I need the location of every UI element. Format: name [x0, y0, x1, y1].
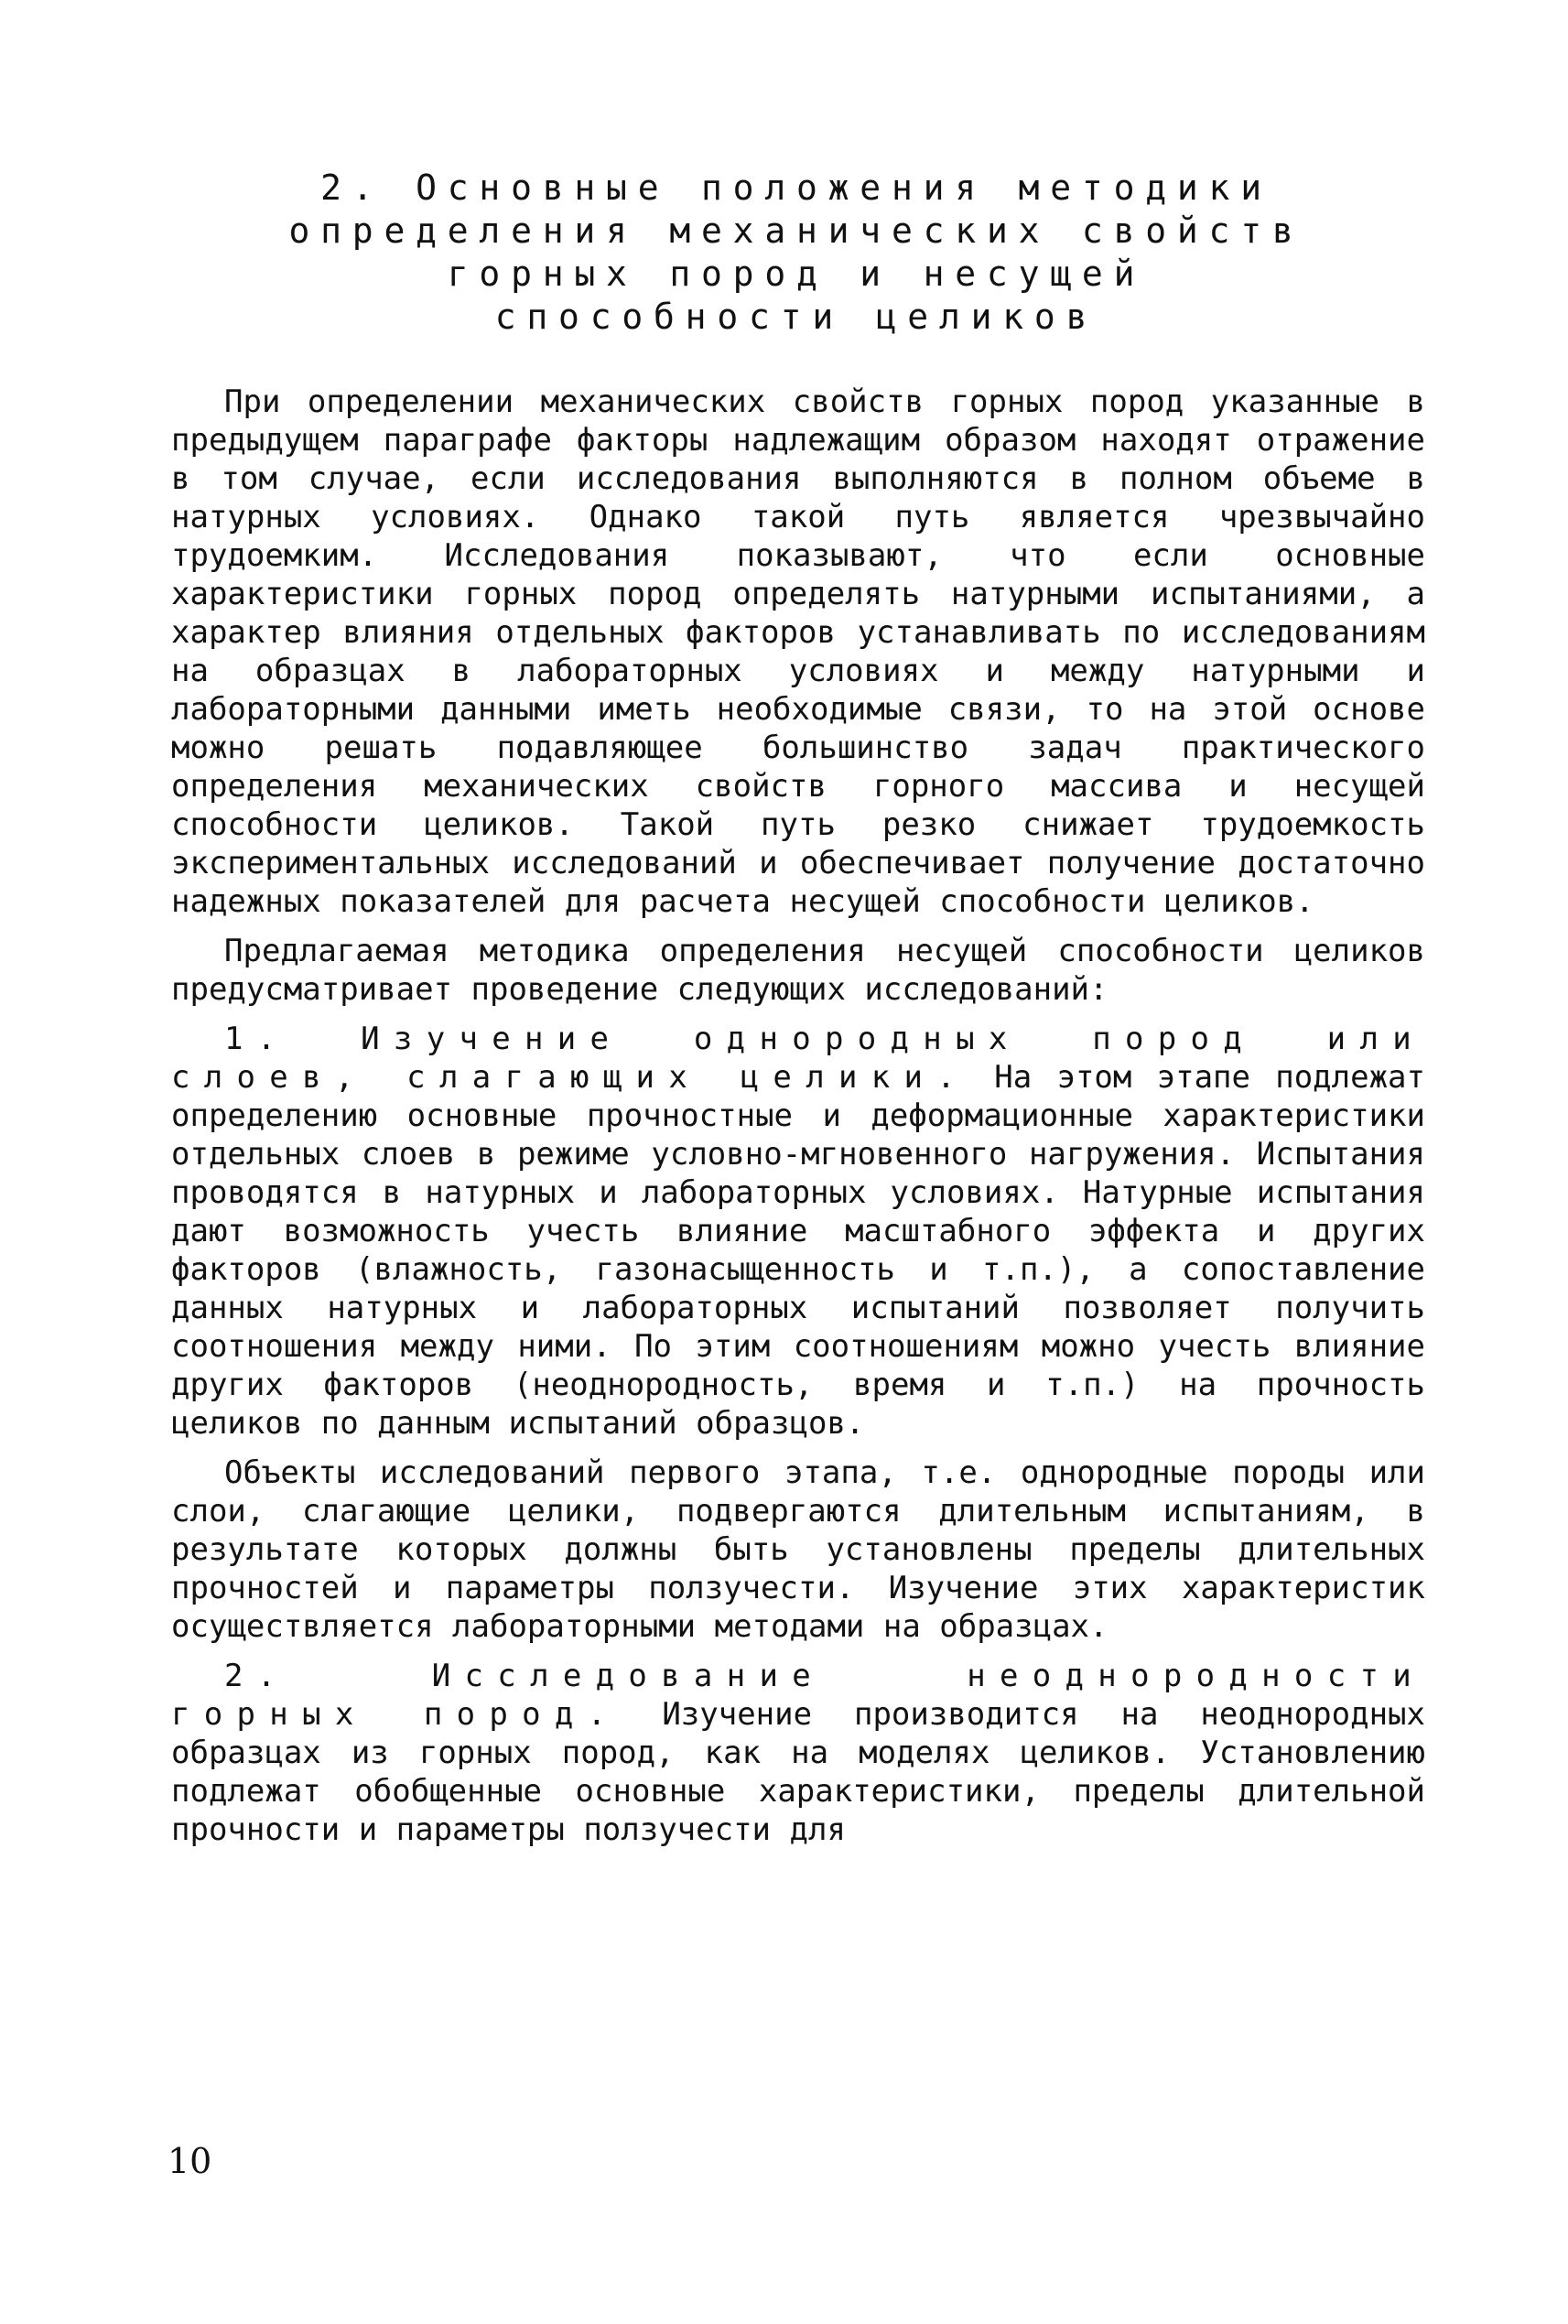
paragraph: Объекты исследований первого этапа, т.е. однородные породы или слои, слагающие целики, подвергаются длительным испытаниям, в результате которых должны быть установлены пределы длительных прочностей и параметры ползучести. Изучение этих характеристик осуществляется лабораторными методами на образцах. — [171, 1454, 1425, 1645]
page-number: 10 — [168, 2141, 212, 2181]
section-heading — [156, 167, 1437, 339]
stage-text: Изучение производится на неоднородных образцах из горных пород, как на моделях целиков. Установлению подлежат обобщенные основные характеристики, пределы длительной прочности и параметры ползучести для — [171, 1696, 1425, 1848]
paragraph: При определении механических свойств горных пород указанные в предыдущем параграфе факторы надлежащим образом находят отражение в том случае, если исследования выполняются в полном объеме в натурных условиях. Однако такой путь является чрезвычайно трудоемким. Исследования показывают, что если основные характеристики горных пород определять натурными испытаниями, а характер влияния отдельных факторов устанавливать по исследованиям на образцах в лабораторных условиях и между натурными и лабораторными данными иметь необходимые связи, то на этой основе можно решать подавляющее большинство задач практического определения механических свойств горного массива и несущей способности целиков. Такой путь резко снижает трудоемкость экспериментальных исследований и обеспечивает получение достаточно надежных показателей для расчета несущей способности целиков. — [171, 384, 1425, 920]
stage-title: 1. Изучение однородных пород или слоев, слагающих целики. — [171, 1021, 1425, 1096]
paragraph — [171, 1020, 1425, 1443]
stage-text: На этом этапе подлежат определению основные прочностные и деформационные характеристики отдельных слоев в режиме условно-мгновенного нагружения. Испытания проводятся в натурных и лабораторных условиях. Натурные испытания дают возможность учесть влияние масштабного эффекта и других факторов (влажность, газонасыщенность и т.п.), а сопоставление данных натурных и лабораторных испытаний позволяет получить соотношения между ними. По этим соотношениям можно учесть влияние других факторов (неоднородность, время и т.п.) на прочность целиков по данным испытаний образцов. — [171, 1059, 1425, 1442]
heading-line: определения механических свойств — [288, 211, 1304, 251]
paragraph — [171, 1657, 1425, 1849]
heading-line: способности целиков — [494, 297, 1098, 337]
heading-line: 2. Основные положения методики — [320, 168, 1272, 208]
body-text — [171, 383, 1425, 1860]
stage-title: 2. Исследование неоднородности горных пород. — [171, 1658, 1425, 1733]
paragraph: Предлагаемая методика определения несущей способности целиков предусматривает проведение следующих исследований: — [171, 933, 1425, 1008]
heading-line: горных пород и несущей — [447, 254, 1146, 294]
